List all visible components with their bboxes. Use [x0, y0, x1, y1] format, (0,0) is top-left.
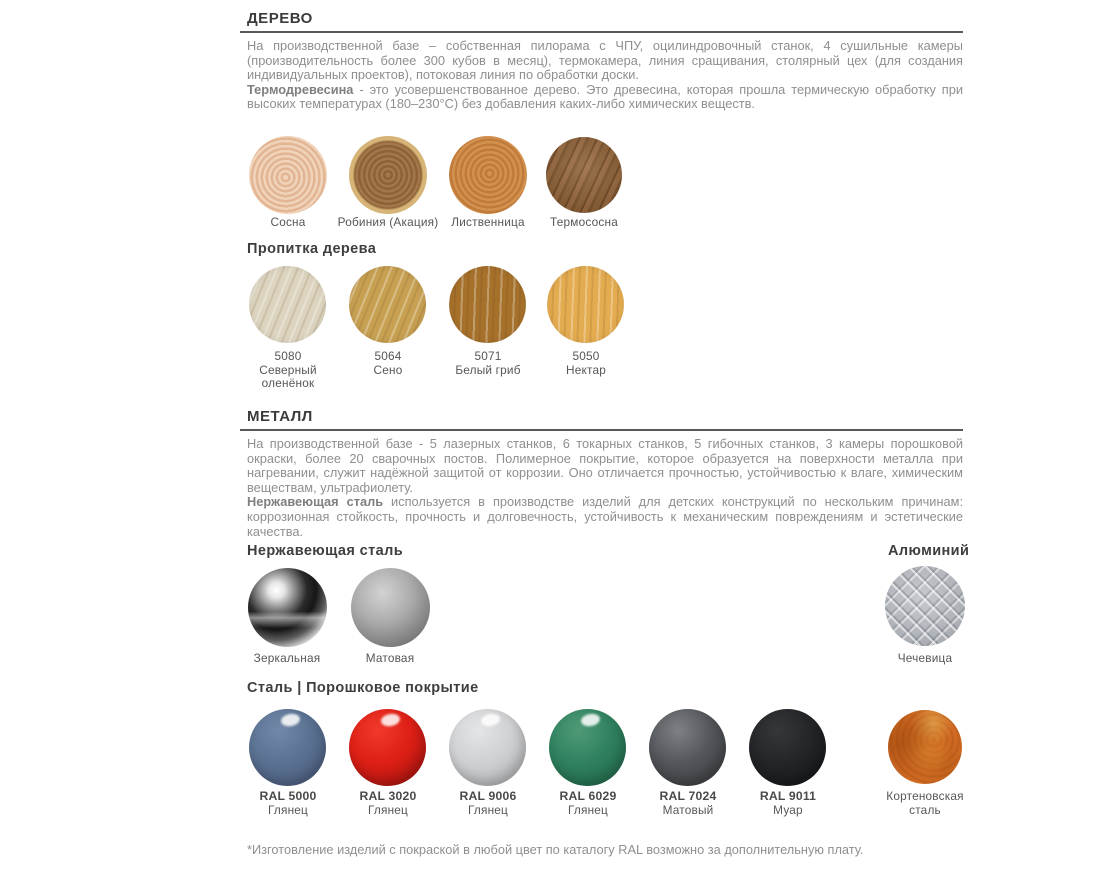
powder-swatch-ral9006	[449, 709, 526, 786]
stainless-label: Матовая	[365, 651, 415, 665]
powder-label	[333, 790, 443, 817]
powder-swatch-ral3020	[349, 709, 426, 786]
ral-finish: Глянец	[367, 802, 409, 817]
stainless-title: Нержавеющая сталь	[247, 543, 404, 559]
powder-label	[233, 790, 343, 817]
wood-intro-text	[247, 39, 963, 112]
wood-sample-label: Термососна	[550, 215, 618, 229]
thermowood-text: - это усовершенствованное дерево. Это древесина, которая прошла термическую обработку при высоких температурах (180–230°C) без добавления каких-либо химических веществ.	[247, 81, 963, 112]
impregnation-code: 5064	[374, 349, 402, 363]
impregnation-name: Нектар	[566, 362, 606, 377]
powder-swatch-ral6029	[549, 709, 626, 786]
powder-label	[533, 790, 643, 817]
ral-finish: Глянец	[467, 802, 509, 817]
powder-swatch-ral9011	[749, 709, 826, 786]
stainless-label: Зеркальная	[253, 651, 321, 665]
aluminum-label: Чечевица	[897, 651, 953, 665]
impregnation-name: Северный оленёнок	[259, 362, 317, 390]
thermowood-lead: Термодревесина	[247, 81, 354, 97]
ral-code: RAL 5000	[259, 789, 317, 803]
metal-intro-text	[247, 437, 963, 539]
impregnation-label	[438, 350, 538, 377]
impregnation-swatch-5064	[349, 266, 426, 343]
impregnation-label	[238, 350, 338, 391]
ral-finish: Матовый	[662, 802, 714, 817]
thermowood-paragraph	[247, 83, 963, 112]
ral-code: RAL 9011	[759, 789, 817, 803]
stainless-sample-matte	[351, 568, 430, 647]
wood-sample-label: Лиственница	[451, 215, 525, 229]
impregnation-code: 5050	[572, 349, 600, 363]
metal-intro-paragraph: На производственной базе - 5 лазерных станков, 6 токарных станков, 5 гибочных станков, 3 камеры порошковой окраски, более 20 сварочных постов. Полимерное покрытие, которое образуется на поверхности металла при нагревании, служит надёжной защитой от коррозии. Оно отличается прочностью, устойчивостью к влаге, химическим веществам, ультрафиолету.	[247, 436, 963, 495]
stainless-paragraph	[247, 495, 963, 539]
aluminum-sample-checkerplate	[885, 566, 965, 646]
corten-name-line1: Кортеновская	[886, 789, 964, 803]
impregnation-swatch-5050	[547, 266, 624, 343]
powder-title: Сталь | Порошковое покрытие	[247, 680, 479, 696]
impregnation-name: Сено	[373, 362, 403, 377]
ral-code: RAL 6029	[559, 789, 617, 803]
impregnation-name: Белый гриб	[455, 362, 521, 377]
impregnation-label	[536, 350, 636, 377]
wood-sample-thermopine	[546, 137, 622, 213]
impregnation-label	[338, 350, 438, 377]
impregnation-code: 5080	[274, 349, 302, 363]
metal-section-divider	[240, 429, 963, 431]
stainless-lead: Нержавеющая сталь	[247, 494, 384, 510]
aluminum-title: Алюминий	[888, 543, 970, 559]
wood-sample-larch	[449, 136, 527, 214]
impregnation-swatch-5071	[449, 266, 526, 343]
stainless-text: используется в производстве изделий для детских конструкций по нескольким причинам: коррозионная стойкость, прочность и долговечность, устойчивость к механическим повреждениям и эстетические качества.	[247, 494, 963, 539]
powder-swatch-ral7024	[649, 709, 726, 786]
wood-sample-label: Сосна	[270, 215, 306, 229]
corten-steel-swatch	[888, 710, 962, 784]
wood-intro-paragraph: На производственной базе – собственная пилорама с ЧПУ, оцилиндровочный станок, 4 сушильные камеры (производительность более 300 кубов в месяц), термокамера, линия сращивания, столярный цех (для создания индивидуальных проектов), потоковая линия по обработки доски.	[247, 38, 963, 83]
wood-section-divider	[240, 31, 963, 33]
powder-swatch-ral5000	[249, 709, 326, 786]
corten-name-line2: сталь	[909, 802, 941, 817]
powder-label	[733, 790, 843, 817]
ral-finish: Глянец	[267, 802, 309, 817]
metal-section-title: МЕТАЛЛ	[247, 408, 313, 425]
ral-footnote: *Изготовление изделий с покраской в любой цвет по каталогу RAL возможно за дополнительную плату.	[247, 842, 864, 857]
wood-section-title: ДЕРЕВО	[247, 10, 313, 27]
ral-code: RAL 9006	[459, 789, 517, 803]
powder-label	[633, 790, 743, 817]
ral-finish: Муар	[773, 802, 803, 817]
stainless-sample-mirror	[248, 568, 327, 647]
wood-sample-pine	[249, 136, 327, 214]
impregnation-title: Пропитка дерева	[247, 241, 377, 257]
corten-label	[870, 790, 980, 817]
ral-code: RAL 7024	[659, 789, 717, 803]
impregnation-swatch-5080	[249, 266, 326, 343]
impregnation-code: 5071	[474, 349, 502, 363]
wood-sample-label: Робиния (Акация)	[337, 215, 439, 229]
powder-label	[433, 790, 543, 817]
ral-finish: Глянец	[567, 802, 609, 817]
ral-code: RAL 3020	[359, 789, 417, 803]
wood-sample-robinia	[349, 136, 427, 214]
